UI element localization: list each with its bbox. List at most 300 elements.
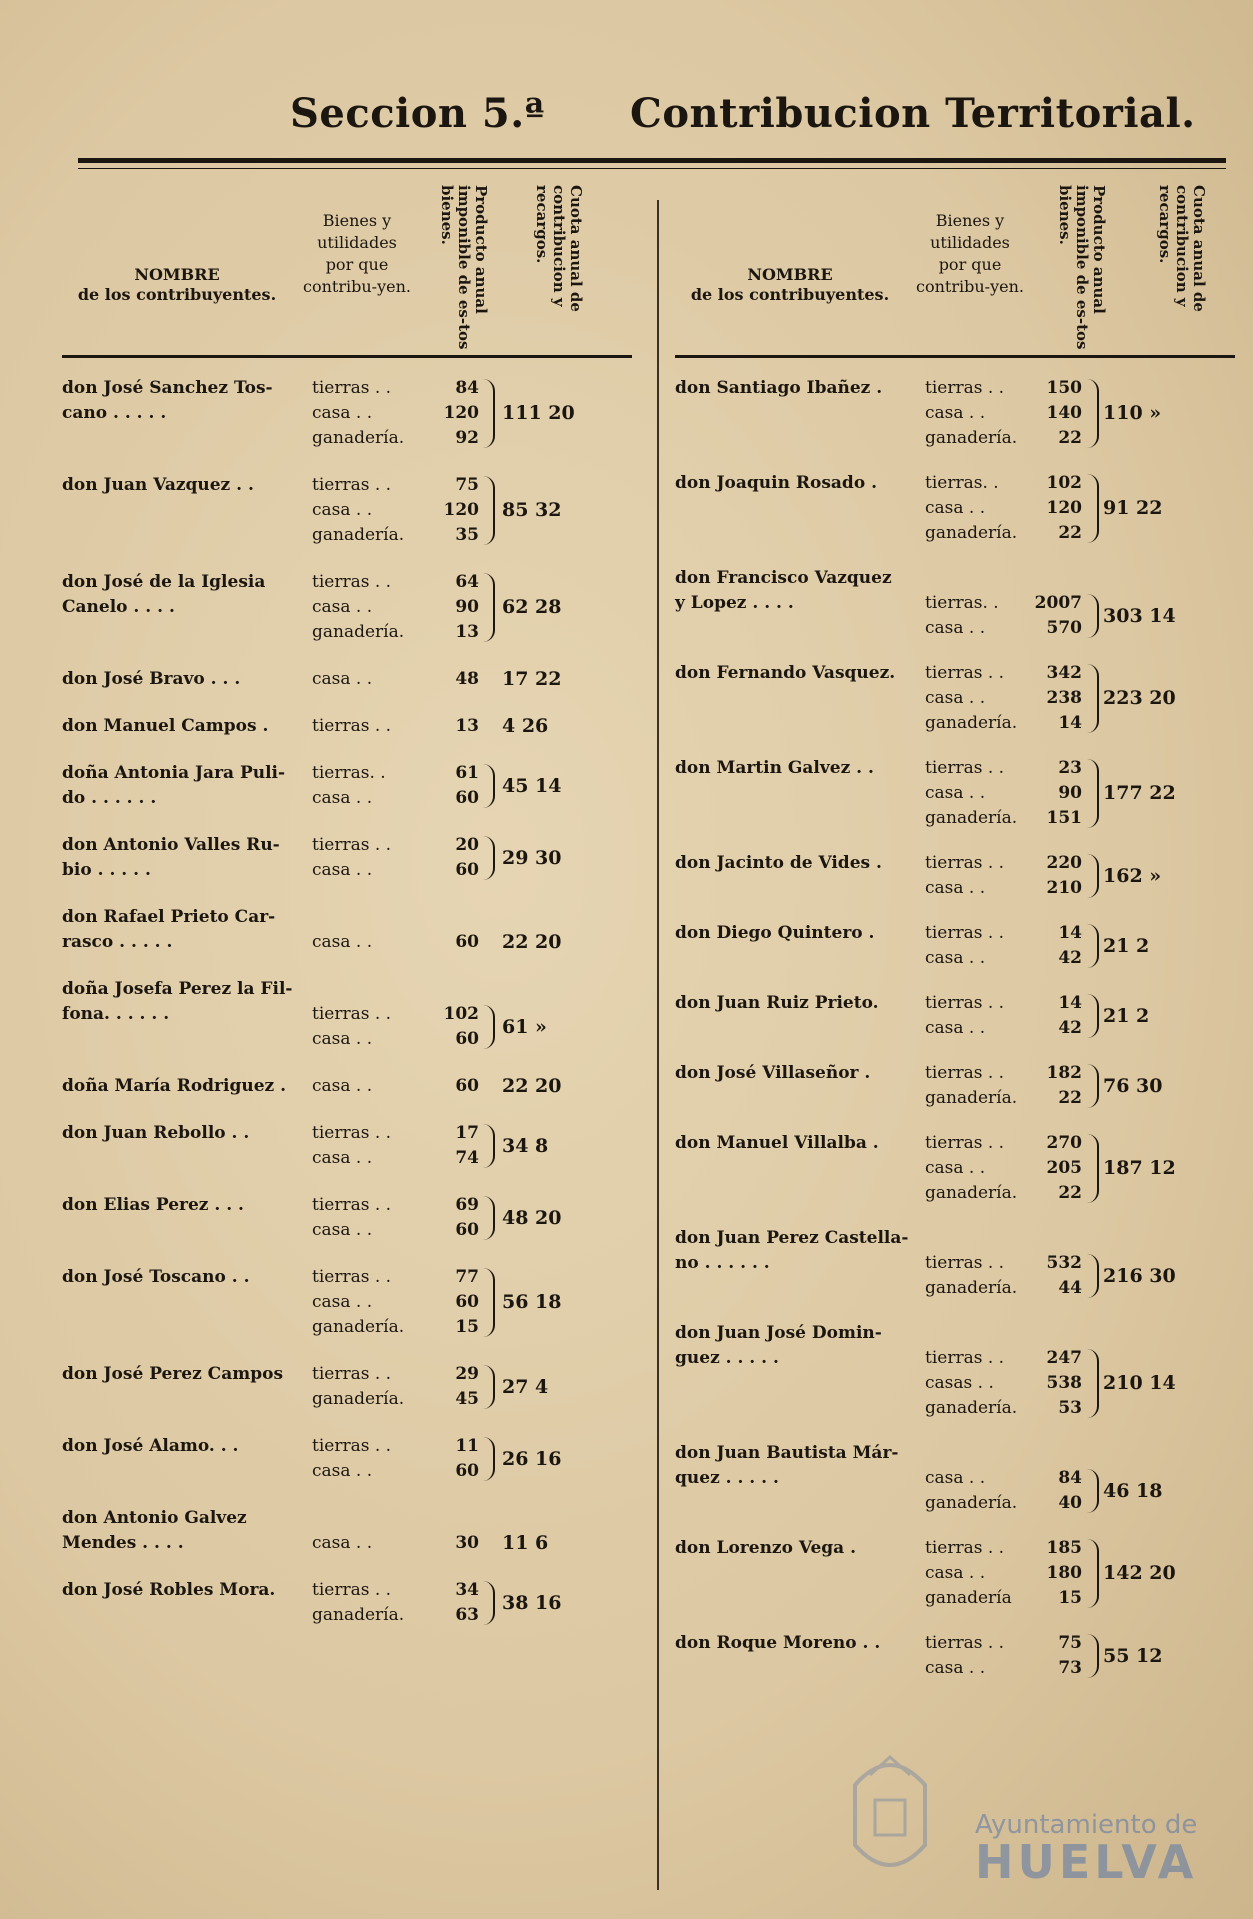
contributor-name-line: cano . . . . . xyxy=(62,403,167,423)
contributor-name-line: don Juan Perez Castella- xyxy=(675,1228,909,1248)
contributor-name-line: Mendes . . . . xyxy=(62,1533,184,1553)
contributor-entry xyxy=(62,977,632,1052)
product-values xyxy=(417,376,479,451)
goods-item: ganadería. xyxy=(312,1317,405,1337)
goods-item: tierras . . xyxy=(312,1004,392,1024)
product-value: 570 xyxy=(1046,618,1082,638)
brace-mark xyxy=(483,379,495,448)
product-value: 22 xyxy=(1058,1088,1082,1108)
goods-item: tierras . . xyxy=(312,716,392,736)
contributor-name xyxy=(675,1226,925,1276)
product-value: 14 xyxy=(1058,993,1082,1013)
quota-value: 21 2 xyxy=(1103,934,1150,957)
brace-mark xyxy=(483,1437,495,1481)
product-value: 11 xyxy=(455,1436,479,1456)
contributor-name-line: don Lorenzo Vega . xyxy=(675,1538,857,1558)
product-values xyxy=(1020,661,1082,736)
brace-mark xyxy=(483,1196,495,1240)
goods-item: casa . . xyxy=(925,498,986,518)
product-values xyxy=(417,1121,479,1171)
product-values xyxy=(417,905,479,955)
goods-item: casa . . xyxy=(925,783,986,803)
brace-mark xyxy=(483,1365,495,1409)
goods-item: ganadería xyxy=(925,1588,1012,1608)
product-value: 102 xyxy=(443,1004,479,1024)
contributor-name-line: guez . . . . . xyxy=(675,1348,779,1368)
product-value: 205 xyxy=(1046,1158,1082,1178)
goods-item: ganadería. xyxy=(312,1389,405,1409)
contributor-name-line: doña Josefa Perez la Fil- xyxy=(62,979,293,999)
quota-value: 22 20 xyxy=(502,1075,562,1097)
product-value: 35 xyxy=(455,525,479,545)
contributor-name xyxy=(62,833,312,883)
quota-value: 62 28 xyxy=(502,596,562,618)
contributor-name-line: don Diego Quintero . xyxy=(675,923,875,943)
product-value: 150 xyxy=(1046,378,1082,398)
product-values xyxy=(1020,1536,1082,1611)
quota-value: 210 14 xyxy=(1103,1372,1176,1394)
contributor-entry xyxy=(62,905,632,955)
brace-mark xyxy=(483,1005,495,1049)
goods-item: casa . . xyxy=(312,1220,373,1240)
contributor-name-line: don José Perez Campos xyxy=(62,1364,284,1384)
contributor-name xyxy=(62,570,312,620)
product-values xyxy=(417,570,479,645)
contributor-entry xyxy=(675,1061,1235,1111)
contributor-entry xyxy=(62,1121,632,1171)
contributor-entry xyxy=(62,1434,632,1484)
quota-value: 110 » xyxy=(1103,402,1162,424)
goods-item: tierras . . xyxy=(925,923,1005,943)
contributor-name-line: don José Bravo . . . xyxy=(62,669,241,689)
contributor-name xyxy=(675,991,925,1016)
contributor-name-line: don Rafael Prieto Car- xyxy=(62,907,276,927)
right-entries-list xyxy=(675,376,1235,1681)
brace-mark xyxy=(483,476,495,545)
product-value: 120 xyxy=(443,500,479,520)
product-value: 63 xyxy=(455,1605,479,1625)
contributor-entry xyxy=(62,1578,632,1628)
coat-of-arms-watermark-icon xyxy=(845,1745,935,1885)
brace-mark xyxy=(1087,924,1099,968)
product-values xyxy=(1020,1131,1082,1206)
product-value: 14 xyxy=(1058,713,1082,733)
goods-item: tierras. . xyxy=(925,593,999,613)
product-value: 42 xyxy=(1058,1018,1082,1038)
product-value: 102 xyxy=(1046,473,1082,493)
goods-item: ganadería. xyxy=(312,622,405,642)
product-value: 60 xyxy=(455,1076,479,1096)
contributor-entry xyxy=(62,1362,632,1412)
product-value: 220 xyxy=(1046,853,1082,873)
quota-value: 223 20 xyxy=(1103,687,1176,709)
quota-value: 142 20 xyxy=(1103,1562,1176,1584)
contributor-name xyxy=(62,667,312,692)
product-value xyxy=(417,977,479,1002)
contributor-entry xyxy=(62,714,632,739)
goods-item: tierras . . xyxy=(312,1364,392,1384)
product-values xyxy=(1020,851,1082,901)
product-value: 34 xyxy=(455,1580,479,1600)
contributor-name xyxy=(675,851,925,876)
goods-item: tierras . . xyxy=(925,1133,1005,1153)
goods-item: tierras . . xyxy=(925,853,1005,873)
goods-item: casa . . xyxy=(312,1148,373,1168)
contributor-name xyxy=(62,473,312,498)
quota-value: 177 22 xyxy=(1103,782,1176,804)
contributor-entry xyxy=(675,1226,1235,1301)
product-value xyxy=(1020,566,1082,591)
header-name xyxy=(675,265,905,305)
product-value: 23 xyxy=(1058,758,1082,778)
contributor-name xyxy=(675,921,925,946)
quota-value: 91 22 xyxy=(1103,497,1163,519)
contributor-name xyxy=(675,376,925,401)
product-values xyxy=(417,761,479,811)
goods-item: tierras . . xyxy=(312,475,392,495)
quota-value: 162 » xyxy=(1103,864,1162,887)
quota-value: 26 16 xyxy=(502,1447,562,1470)
product-values xyxy=(417,1506,479,1556)
goods-item: tierras . . xyxy=(925,378,1005,398)
product-value: 185 xyxy=(1046,1538,1082,1558)
product-values xyxy=(1020,376,1082,451)
quota-value: 17 22 xyxy=(502,668,562,690)
product-value: 73 xyxy=(1058,1658,1082,1678)
watermark-text xyxy=(975,1810,1198,1889)
contributor-name-line: don Manuel Villalba . xyxy=(675,1133,879,1153)
contributor-name-line: doña Antonia Jara Puli- xyxy=(62,763,286,783)
goods-item: casa . . xyxy=(925,878,986,898)
contributor-name-line: don Fernando Vasquez. xyxy=(675,663,896,683)
contributor-entry xyxy=(675,991,1235,1041)
header-name-line2: de los contribuyentes. xyxy=(77,285,277,304)
product-values xyxy=(1020,471,1082,546)
goods-item: casa . . xyxy=(925,948,986,968)
goods-item: tierras . . xyxy=(312,1267,392,1287)
contributor-name xyxy=(62,376,312,426)
product-value: 77 xyxy=(455,1267,479,1287)
contributor-name-line: don Juan Rebollo . . xyxy=(62,1123,250,1143)
contributor-entry xyxy=(62,1265,632,1340)
product-value: 29 xyxy=(455,1364,479,1384)
left-column xyxy=(62,185,632,1650)
contributor-entry xyxy=(675,471,1235,546)
contributor-name xyxy=(62,1121,312,1146)
contributor-name-line: don Francisco Vazquez xyxy=(675,568,892,588)
product-value xyxy=(1020,1321,1082,1346)
product-value: 48 xyxy=(455,669,479,689)
brace-mark xyxy=(1087,994,1099,1038)
product-value: 92 xyxy=(455,428,479,448)
contributor-name-line: don Juan Vazquez . . xyxy=(62,475,254,495)
contributor-name xyxy=(62,1265,312,1290)
product-value: 15 xyxy=(1058,1588,1082,1608)
contributor-name xyxy=(62,1362,312,1387)
contributor-entry xyxy=(62,1193,632,1243)
contributor-name xyxy=(675,1321,925,1371)
contributor-name xyxy=(675,566,925,616)
goods-item: ganadería. xyxy=(925,1278,1018,1298)
product-value: 17 xyxy=(455,1123,479,1143)
goods-item: casa . . xyxy=(312,1292,373,1312)
contributor-entry xyxy=(62,833,632,883)
contributor-name xyxy=(675,661,925,686)
section-title: Seccion 5.ª xyxy=(290,90,545,137)
contributor-name-line: don Joaquin Rosado . xyxy=(675,473,877,493)
product-value: 53 xyxy=(1058,1398,1082,1418)
product-value: 22 xyxy=(1058,1183,1082,1203)
contributor-name-line: bio . . . . . xyxy=(62,860,151,880)
product-value: 30 xyxy=(455,1533,479,1553)
contributor-name-line: doña María Rodriguez . xyxy=(62,1076,287,1096)
contributor-name-line: don Jacinto de Vides . xyxy=(675,853,882,873)
product-values xyxy=(417,1193,479,1243)
contributor-name xyxy=(675,1131,925,1156)
goods-item: casa . . xyxy=(312,403,373,423)
goods-item: ganadería. xyxy=(312,525,405,545)
quota-value: 45 14 xyxy=(502,774,562,797)
quota-value: 55 12 xyxy=(1103,1644,1163,1667)
product-values xyxy=(1020,921,1082,971)
header-name-line2: de los contribuyentes. xyxy=(690,285,890,304)
contributor-entry xyxy=(675,851,1235,901)
goods-item: tierras. . xyxy=(925,473,999,493)
goods-item: casa . . xyxy=(925,1468,986,1488)
contributor-name-line: don Martin Galvez . . xyxy=(675,758,874,778)
product-values xyxy=(1020,1441,1082,1516)
contributor-name xyxy=(62,977,312,1027)
product-value xyxy=(1020,1226,1082,1251)
contributor-name-line: don Antonio Galvez xyxy=(62,1508,247,1528)
brace-mark xyxy=(483,1124,495,1168)
contributor-name-line: rasco . . . . . xyxy=(62,932,173,952)
product-value: 182 xyxy=(1046,1063,1082,1083)
quota-value: 38 16 xyxy=(502,1591,562,1614)
quota-value: 29 30 xyxy=(502,846,562,869)
product-value: 210 xyxy=(1046,878,1082,898)
quota-value: 46 18 xyxy=(1103,1479,1163,1502)
header-quota: Cuota anual de contribucion y recargos. xyxy=(533,185,585,312)
watermark-line2: HUELVA xyxy=(975,1835,1198,1889)
product-value: 45 xyxy=(455,1389,479,1409)
contributor-name-line: don Juan Bautista Már- xyxy=(675,1443,899,1463)
goods-item: tierras . . xyxy=(925,758,1005,778)
column-header xyxy=(675,185,1235,358)
quota-value: 61 » xyxy=(502,1015,547,1038)
contributor-entry xyxy=(675,376,1235,451)
goods-item: tierras . . xyxy=(312,378,392,398)
product-values xyxy=(417,473,479,548)
product-value: 60 xyxy=(455,1461,479,1481)
product-value: 532 xyxy=(1046,1253,1082,1273)
divider-rule xyxy=(78,158,1226,163)
contributor-name-line: don Juan Ruiz Prieto. xyxy=(675,993,879,1013)
product-value: 60 xyxy=(455,1220,479,1240)
product-values xyxy=(1020,1061,1082,1111)
goods-item: ganadería. xyxy=(312,1605,405,1625)
contributor-entry xyxy=(675,1631,1235,1681)
product-value: 22 xyxy=(1058,523,1082,543)
product-value: 151 xyxy=(1046,808,1082,828)
goods-item: casa . . xyxy=(312,500,373,520)
product-value: 75 xyxy=(455,475,479,495)
contributor-name-line: don José Villaseñor . xyxy=(675,1063,871,1083)
quota-value: 22 20 xyxy=(502,931,562,953)
contributor-name-line: fona. . . . . . xyxy=(62,1004,170,1024)
contributor-name xyxy=(62,1193,312,1218)
product-value: 84 xyxy=(455,378,479,398)
product-values xyxy=(417,667,479,692)
quota-value: 34 8 xyxy=(502,1134,549,1157)
goods-item: casa . . xyxy=(312,669,373,689)
right-column xyxy=(675,185,1235,1701)
goods-item: ganadería. xyxy=(925,1183,1018,1203)
brace-mark xyxy=(1087,1254,1099,1298)
product-value: 180 xyxy=(1046,1563,1082,1583)
contributor-entry xyxy=(675,566,1235,641)
product-value: 342 xyxy=(1046,663,1082,683)
header-name-line1: NOMBRE xyxy=(134,265,220,284)
goods-item: casa . . xyxy=(312,1533,373,1553)
contributor-name-line: don Roque Moreno . . xyxy=(675,1633,881,1653)
product-value: 238 xyxy=(1046,688,1082,708)
product-value: 69 xyxy=(455,1195,479,1215)
product-values xyxy=(417,1074,479,1099)
goods-item: tierras . . xyxy=(925,1633,1005,1653)
contributor-name-line: do . . . . . . xyxy=(62,788,157,808)
brace-mark xyxy=(483,764,495,808)
contributor-entry xyxy=(62,473,632,548)
brace-mark xyxy=(1087,1469,1099,1513)
product-value: 270 xyxy=(1046,1133,1082,1153)
contributor-name xyxy=(62,761,312,811)
contributor-name xyxy=(675,1631,925,1656)
contributor-name-line: don José Sanchez Tos- xyxy=(62,378,273,398)
goods-item: casa . . xyxy=(925,1563,986,1583)
product-value: 140 xyxy=(1046,403,1082,423)
contributor-name-line: don Antonio Valles Ru- xyxy=(62,835,280,855)
goods-item: ganadería. xyxy=(925,1088,1018,1108)
goods-item: tierras . . xyxy=(312,1436,392,1456)
quota-value: 303 14 xyxy=(1103,604,1176,627)
product-value: 42 xyxy=(1058,948,1082,968)
product-value: 15 xyxy=(455,1317,479,1337)
contributor-name-line: y Lopez . . . . xyxy=(675,593,794,613)
contributor-name-line: quez . . . . . xyxy=(675,1468,779,1488)
quota-value: 56 18 xyxy=(502,1291,562,1313)
contributor-entry xyxy=(675,921,1235,971)
product-value: 60 xyxy=(455,788,479,808)
goods-item: ganadería. xyxy=(925,1493,1018,1513)
product-values xyxy=(417,833,479,883)
contributor-entry xyxy=(62,667,632,692)
brace-mark xyxy=(483,836,495,880)
product-value: 20 xyxy=(455,835,479,855)
product-value: 84 xyxy=(1058,1468,1082,1488)
product-value: 13 xyxy=(455,716,479,736)
goods-item: casa . . xyxy=(312,597,373,617)
contributor-name-line: don José de la Iglesia xyxy=(62,572,266,592)
brace-mark xyxy=(1087,1134,1099,1203)
goods-item: casa . . xyxy=(312,860,373,880)
product-value: 60 xyxy=(455,1292,479,1312)
product-values xyxy=(417,714,479,739)
product-value: 60 xyxy=(455,1029,479,1049)
product-value: 14 xyxy=(1058,923,1082,943)
goods-item: casa . . xyxy=(925,403,986,423)
column-divider xyxy=(657,200,659,1890)
quota-value: 48 20 xyxy=(502,1206,562,1229)
contributor-name xyxy=(62,714,312,739)
contributor-name xyxy=(62,1434,312,1459)
product-values xyxy=(1020,756,1082,831)
goods-item: tierras . . xyxy=(312,1580,392,1600)
contributor-name-line: no . . . . . . xyxy=(675,1253,770,1273)
header-product: Producto anual imponible de es-tos bienes. xyxy=(1056,185,1108,350)
contributor-entry xyxy=(62,761,632,811)
brace-mark xyxy=(1087,1064,1099,1108)
left-entries-list xyxy=(62,376,632,1628)
goods-item: ganadería. xyxy=(925,808,1018,828)
quota-value: 4 26 xyxy=(502,715,549,737)
brace-mark xyxy=(483,1268,495,1337)
brace-mark xyxy=(1087,594,1099,638)
contributor-entry xyxy=(62,376,632,451)
product-value: 247 xyxy=(1046,1348,1082,1368)
brace-mark xyxy=(483,1581,495,1625)
product-value: 538 xyxy=(1046,1373,1082,1393)
quota-value: 85 32 xyxy=(502,499,562,521)
goods-item: tierras . . xyxy=(925,993,1005,1013)
divider-rule-thin xyxy=(78,168,1226,169)
product-values xyxy=(1020,991,1082,1041)
contributor-name-line: don Manuel Campos . xyxy=(62,716,269,736)
product-values xyxy=(1020,1321,1082,1421)
product-values xyxy=(417,977,479,1052)
contributor-entry xyxy=(675,1131,1235,1206)
quota-value: 216 30 xyxy=(1103,1264,1176,1287)
contributor-name-line: don José Alamo. . . xyxy=(62,1436,239,1456)
product-values xyxy=(417,1434,479,1484)
quota-value: 187 12 xyxy=(1103,1157,1176,1179)
product-value: 74 xyxy=(455,1148,479,1168)
product-value: 90 xyxy=(455,597,479,617)
contributor-name-line: don José Robles Mora. xyxy=(62,1580,276,1600)
product-value: 64 xyxy=(455,572,479,592)
contributor-name xyxy=(675,1536,925,1561)
product-value: 60 xyxy=(455,860,479,880)
goods-item: tierras. . xyxy=(312,763,386,783)
quota-value: 11 6 xyxy=(502,1532,549,1554)
product-value: 22 xyxy=(1058,428,1082,448)
product-value: 75 xyxy=(1058,1633,1082,1653)
product-values xyxy=(417,1265,479,1340)
product-value: 61 xyxy=(455,763,479,783)
goods-item: casa . . xyxy=(312,1029,373,1049)
contributor-entry xyxy=(675,661,1235,736)
goods-item: ganadería. xyxy=(312,428,405,448)
header-goods: Bienes y utilidades por que contribu-yen. xyxy=(916,211,1024,296)
goods-item: tierras . . xyxy=(312,835,392,855)
header-quota: Cuota anual de contribucion y recargos. xyxy=(1156,185,1208,312)
contributor-name xyxy=(675,471,925,496)
contributor-name xyxy=(675,756,925,781)
contributor-entry xyxy=(675,756,1235,831)
goods-item: casa . . xyxy=(925,618,986,638)
goods-item: tierras . . xyxy=(312,1195,392,1215)
brace-mark xyxy=(1087,664,1099,733)
